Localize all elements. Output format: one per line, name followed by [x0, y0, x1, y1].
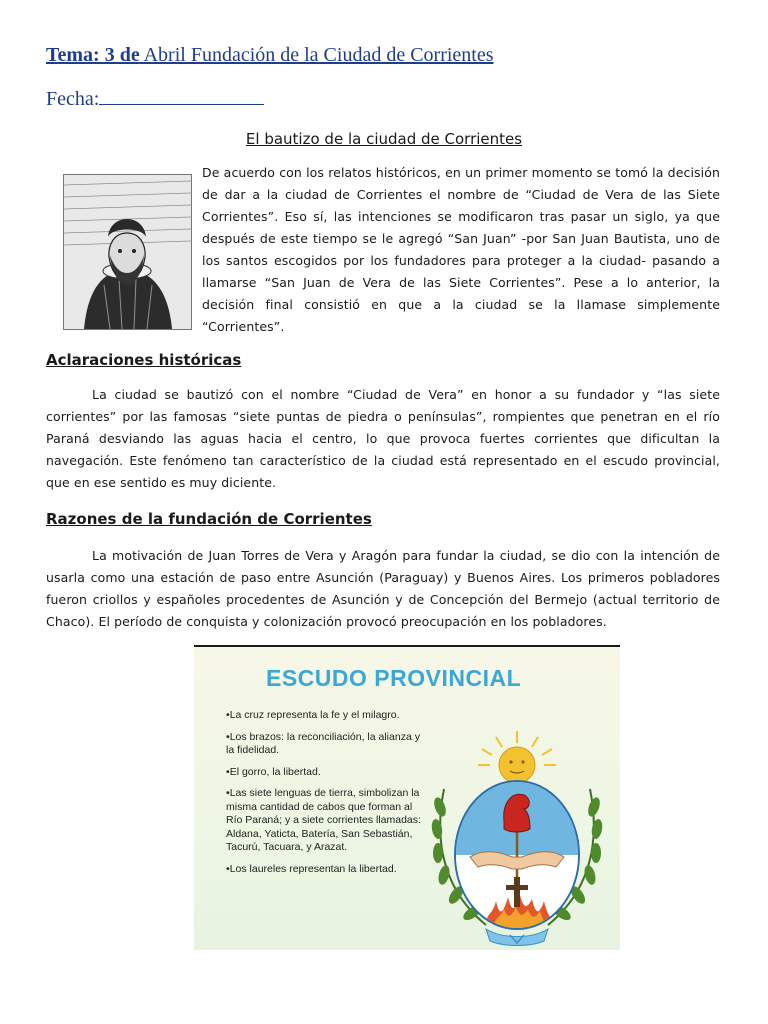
section3-heading: Razones de la fundación de Corrientes: [46, 510, 372, 528]
escudo-bullet: • Los laureles representan la libertad.: [226, 863, 424, 877]
shield-oval: [455, 781, 579, 929]
escudo-provincial-infographic: [194, 645, 620, 950]
topic-text: Abril Fundación de la Ciudad de Corrientes: [139, 44, 494, 66]
date-blank-line: [99, 88, 264, 105]
escudo-bullet-list: [226, 709, 424, 884]
date-field: [46, 88, 264, 111]
section1-paragraph: De acuerdo con los relatos históricos, en un primer momento se tomó la decisión de dar a la ciudad de Corrientes el nombre de “Ciudad de Vera de las Siete Corrientes”. Eso sí, las intenciones se modificaron tras pasar un siglo, ya que después de este tiempo se le agregó “San Juan” -por San Juan Bautista, uno de los santos escogidos por los fundadores para proteger a la ciudad- pasando a llamarse “San Juan de Vera de las Siete Corrientes”. Pese a lo anterior, la decisión final consistió en que a la ciudad se la llamase simplemente “Corrientes”.: [202, 165, 720, 334]
corrientes-coat-of-arms-image: [426, 729, 608, 949]
escudo-bullet: • Las siete lenguas de tierra, simbolizan la misma cantidad de cabos que forman al Río Paraná; y a siete corrientes llamadas: Aldana, Yaticta, Batería, San Sebastián, Tacurú, Tacuara, y Arazat.: [226, 787, 424, 855]
escudo-bullet: • Los brazos: la reconciliación, la alianza y la fidelidad.: [226, 731, 424, 758]
section1-title: El bautizo de la ciudad de Corrientes: [245, 130, 523, 148]
date-label: Fecha:: [46, 88, 100, 110]
section2-heading: Aclaraciones históricas: [46, 351, 242, 369]
escudo-bullet: • El gorro, la libertad.: [226, 766, 424, 780]
founder-portrait-image: [63, 174, 192, 330]
escudo-title: ESCUDO PROVINCIAL: [266, 665, 522, 691]
section3-paragraph: La motivación de Juan Torres de Vera y Aragón para fundar la ciudad, se dio con la intención de usarla como una estación de paso entre Asunción (Paraguay) y Buenos Aires. Los primeros pobladores fueron criollos y españoles procedentes de Asunción y de Concepción del Bermejo (actual territorio de Chaco). El período de conquista y colonización provocó preocupación en los pobladores.: [46, 548, 720, 629]
ribbon-icon: [486, 929, 548, 946]
section2-paragraph: La ciudad se bautizó con el nombre “Ciudad de Vera” en honor a su fundador y “las siete corrientes” por las famosas “siete puntas de piedra o penínsulas”, rompientes que penetran en el río Paraná desviando las aguas hacia el centro, lo que provoca fuertes corrientes que dificultan la navegación. Este fenómeno tan característico de la ciudad está representado en el escudo provincial, que en ese sentido es muy diciente.: [46, 387, 720, 490]
escudo-bullet: • La cruz representa la fe y el milagro.: [226, 709, 424, 723]
topic-label: Tema: 3 de: [46, 44, 140, 66]
portrait-engraving: [64, 175, 191, 329]
sun-icon: [478, 731, 556, 783]
topic-heading: [46, 44, 494, 67]
